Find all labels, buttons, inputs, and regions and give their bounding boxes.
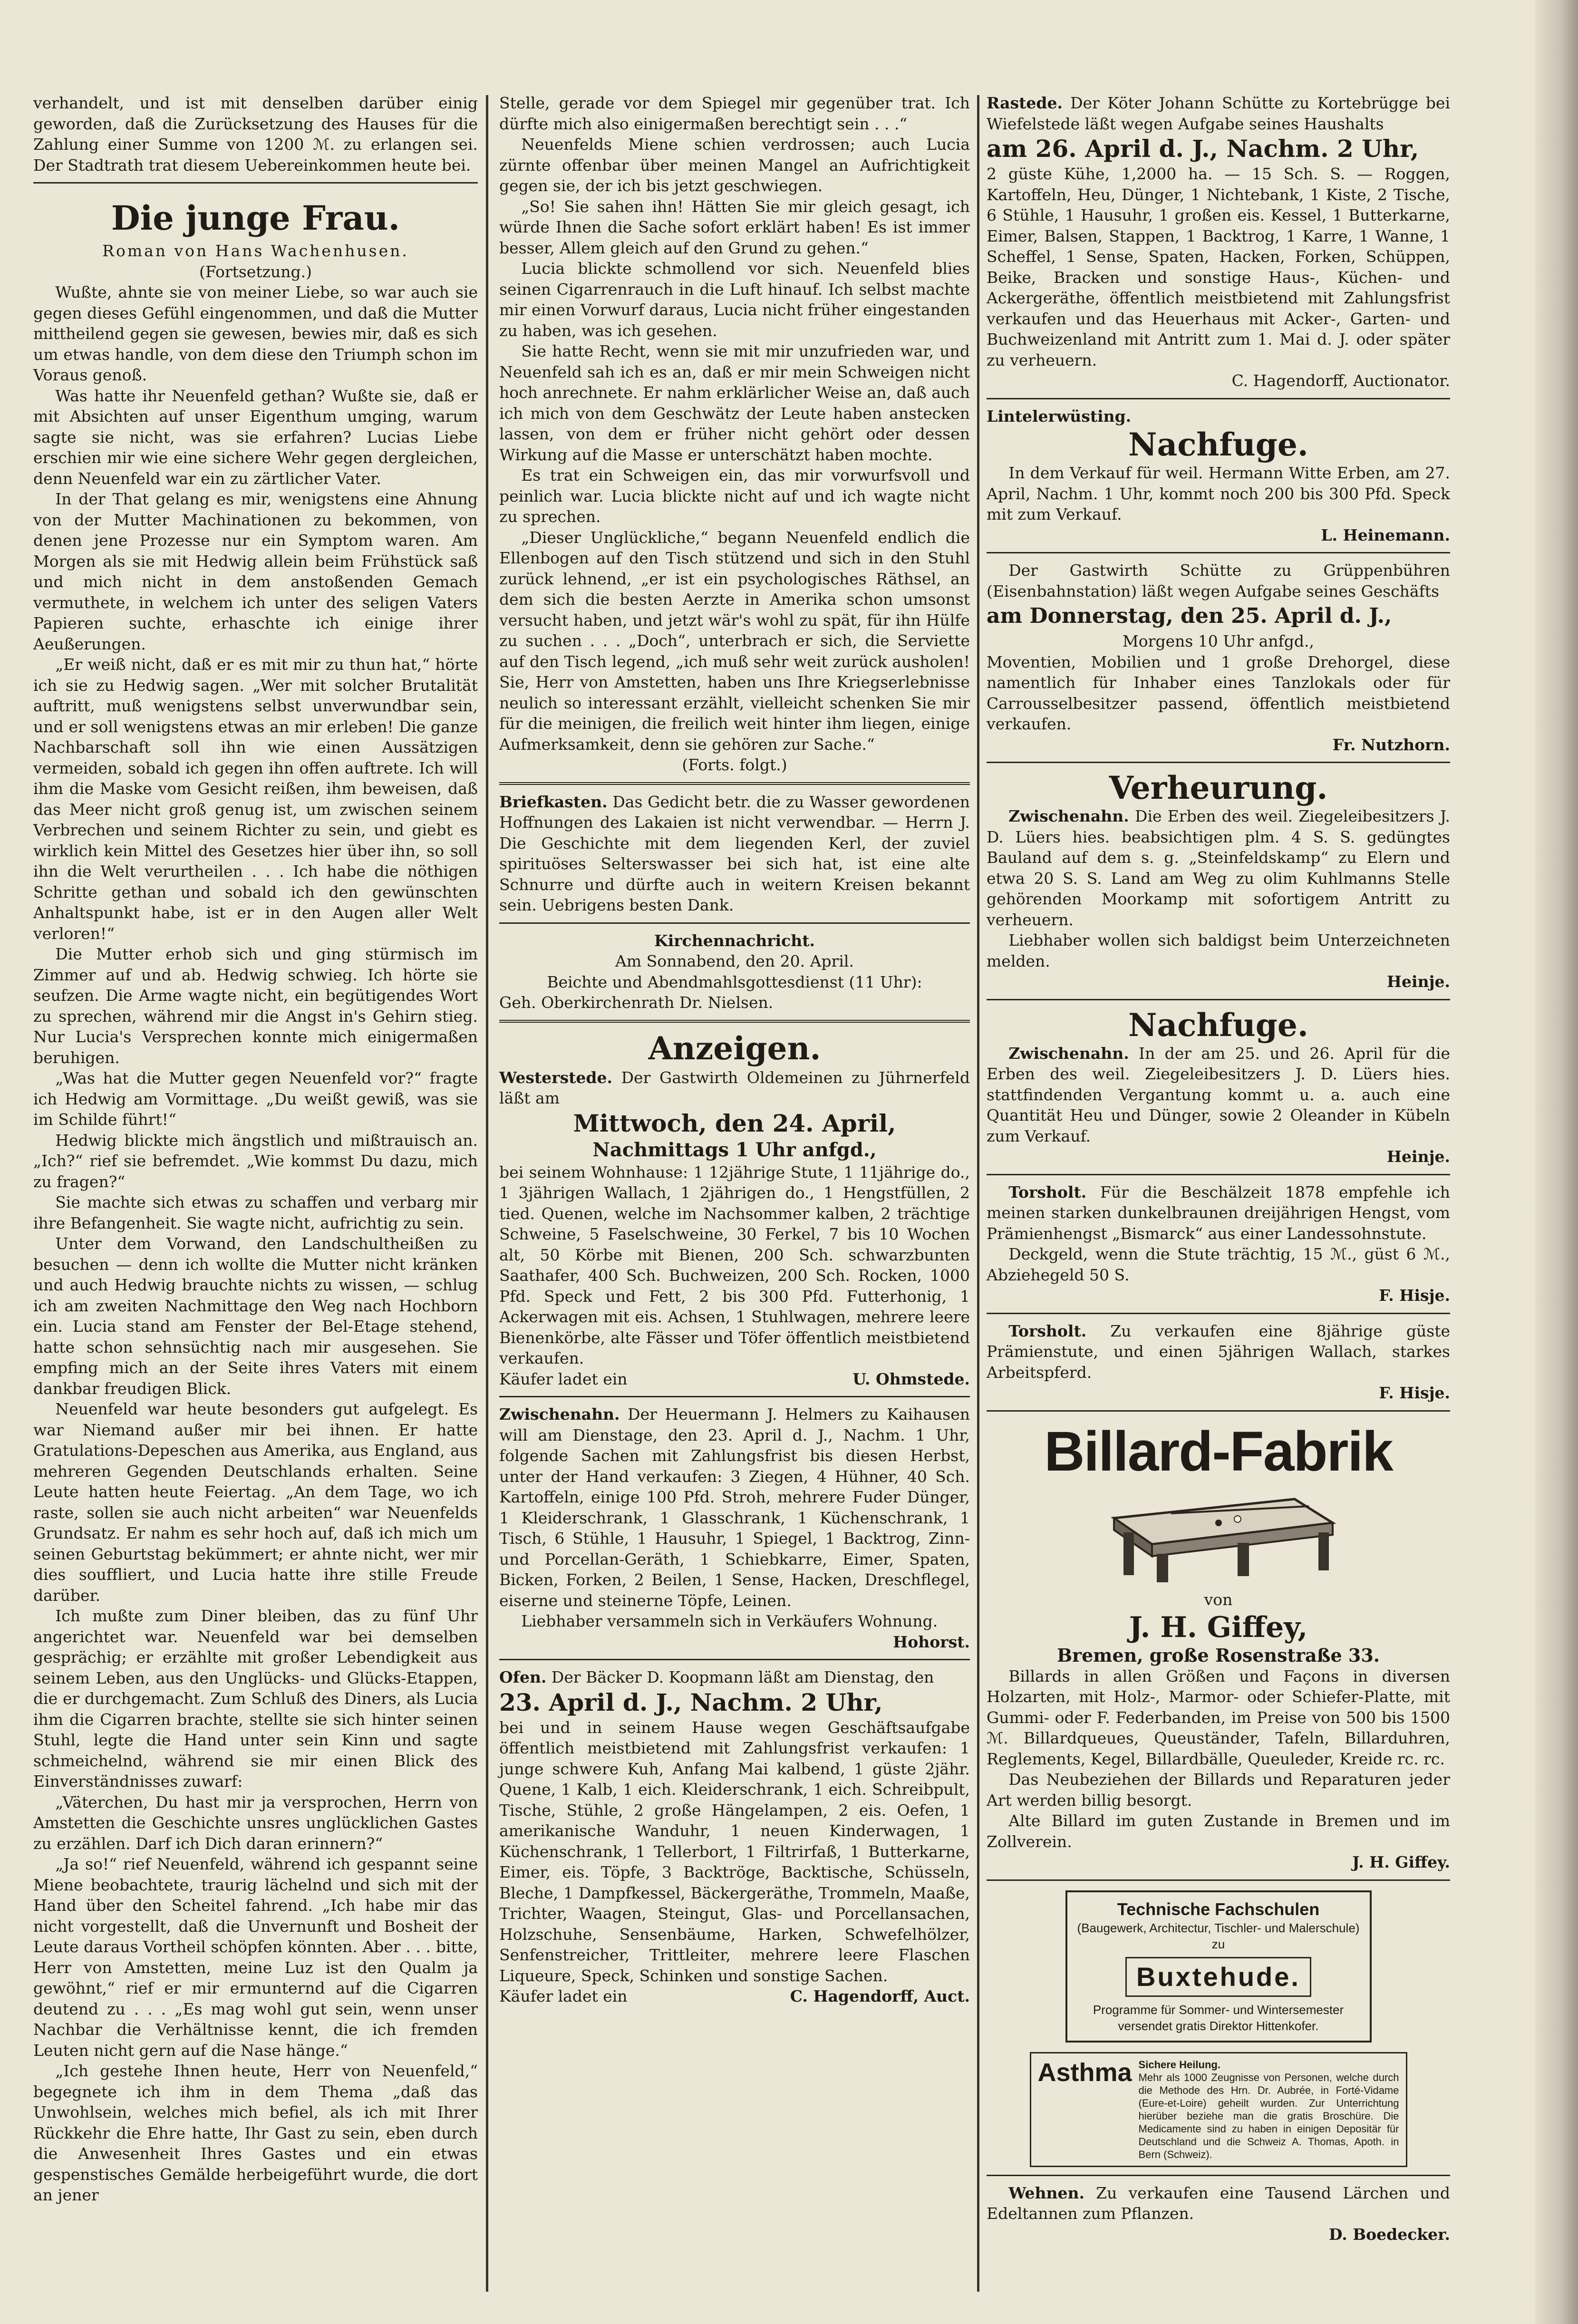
ad-place: Wehnen. (1008, 2183, 1085, 2202)
ad-signature-name: Fr. Nutzhorn. (1332, 735, 1450, 754)
ad-place: Ofen. (499, 1668, 547, 1686)
divider (987, 999, 1450, 1000)
divider (499, 1396, 970, 1397)
novel-paragraph: Neuenfeld war heute besonders gut aufgelegt. Es war Niemand außer mir bei ihnen. Er hatte Gratulations-Depeschen aus Amerika, aus England, aus mehreren Gegenden Deutschlands erhalten. Seine Leute hatten heute Feiertag. „An dem Tage, wo ich raste, sollen sie auch nicht arbeiten“ war Neuenfelds Grundsatz. Er nahm es sehr hoch auf, daß ich mich um seinen Geburtstag bekümmert; er ahnte nicht, wer mir dies souffliert, und Lucia hatte ihre stille Freude darüber. (33, 1400, 478, 1605)
ad-torsholt (987, 1182, 1450, 1244)
column-3 (987, 93, 1450, 2245)
ad-text: bei seinem Wohnhause: 1 12jährige Stute, 1 11jährige do., 1 3jährigen Wallach, 1 2jährigen do., 1 Hengstfüllen, 2 tied. Quenen, welche im Nachsommer kalben, 2 trächtige Schweine, 5 Faselschweine, 30 Ferkel, 7 bis 10 Wochen alt, 50 Körbe mit Bienen, 200 Sch. schwarzbunten Saathafer, 400 Sch. Buchweizen, 200 Sch. Rocken, 1000 Pfd. Speck und Fett, 2 bis 300 Pfd. Futterhonig, 1 Ackerwagen mit eis. Achsen, 1 Stuhlwagen, mehrere leere Bienenkörbe, alte Fässer und Töfer öffentlich meistbietend verkaufen. (499, 1162, 970, 1367)
novel-paragraph: Unter dem Vorwand, den Landschultheißen zu besuchen — denn ich wollte die Mutter nicht kränken und auch Hedwig brauchte nichts zu wissen, — schlug ich am zweiten Nachmittage den Weg nach Hochborn ein. Lucia stand am Fenster der Bel-Etage stehend, hatte schon sehnsüchtig nach mir ausgesehen. Sie empfing mich an der Seite ihres Vaters mit einem dankbar freudigen Blick. (33, 1234, 478, 1398)
asthma-ad (1030, 2052, 1407, 2167)
ad-signature-name: F. Hisje. (1379, 1384, 1450, 1402)
novel-paragraph: Sie machte sich etwas zu schaffen und verbarg mir ihre Befangenheit. Sie wagte nicht, aufrichtig zu sein. (33, 1193, 478, 1232)
ad-text: Der Gastwirth Oldemeinen zu Jührnerfeld läßt am (499, 1068, 970, 1107)
ad-signature-label: Käufer ladet ein (499, 1987, 628, 2005)
divider (987, 1174, 1450, 1175)
divider (987, 1313, 1450, 1314)
ad-text: In dem Verkauf für weil. Hermann Witte Erben, am 27. April, Nachm. 1 Uhr, kommt noch 200 bis 300 Pfd. Speck mit zum Verkauf. (987, 464, 1450, 523)
billard-address: Bremen, große Rosenstraße 33. (1056, 1645, 1380, 1666)
divider (987, 1879, 1450, 1881)
novel-paragraph: „Was hat die Mutter gegen Neuenfeld vor?“ fragte ich Hedwig am Vormittage. „Du weißt gewiß, was sie im Schilde führt!“ (33, 1069, 478, 1129)
ad-signature-name: D. Boedecker. (1328, 2225, 1450, 2244)
novel-paragraph: Hedwig blickte mich ängstlich und mißtrauisch an. „Ich?“ rief sie befremdet. „Wie kommst Du dazu, mich zu fragen?“ (33, 1131, 478, 1191)
tech-heading: Technische Fachschulen (1117, 1899, 1320, 1919)
ad-place: Rastede. (987, 94, 1063, 112)
ad-place: Torsholt. (1008, 1321, 1087, 1340)
billard-title: Billard-Fabrik (1044, 1420, 1393, 1483)
ad-date: am 26. April d. J., Nachm. 2 Uhr, (987, 135, 1419, 163)
novel-paragraph: Wußte, ahnte sie von meiner Liebe, so war auch sie gegen dieses Gefühl eingenommen, und daß die Mutter mittheilend gegen sie gewesen, bewies mir, daß es sich um etwas handle, von dem diese den Triumph schon im Voraus genoß. (33, 283, 478, 384)
asthma-heading: Sichere Heilung. (1138, 2058, 1220, 2071)
divider (499, 1659, 970, 1660)
novel-paragraph: Was hatte ihr Neuenfeld gethan? Wußte sie, daß er mit Absichten auf unser Eigenthum umging, warum sagte sie nicht, was sie erfahren? Lucias Liebe erschien mir wie eine sichere Wehr gegen dergleichen, denn Neuenfeld war ein zu zärtlicher Vater. (33, 386, 478, 488)
ad-signature (499, 1369, 970, 1390)
novel-paragraph: „Ich gestehe Ihnen heute, Herr von Neuenfeld,“ begegnete ich ihm in dem Thema „daß das Unwohlsein, welches mich befiel, als ich mit Ihrer Rückkehr die Ehre hatte, Ihr Gast zu sein, eben durch die Anwesenheit Ihres Gastes und ein etwas gespenstisches Gemälde herbeigeführt wurde, die dort an jener (33, 2062, 478, 2204)
divider (987, 552, 1450, 553)
technical-school-ad (1065, 1890, 1372, 2043)
ad-text: In der am 25. und 26. April für die Erben des weil. Ziegeleibesitzers J. D. Lüers hies. stattfindenden Vergantung kommt u. a. auch eine Quantität Heu und Dünger, sowie 2 Oleander in Kübeln zum Verkauf. (987, 1044, 1450, 1145)
billard-firm: J. H. Giffey, (1129, 1611, 1308, 1644)
ad-verheurung (987, 806, 1450, 930)
asthma-text: Mehr als 1000 Zeugnisse von Personen, welche durch die Methode des Hrn. Dr. Aubrée, in Forté-Vidame (Eure-et-Loire) geheilt wurden. Zur Unterrichtung hierüber beziehe man die gratis Broschüre. Die Medicamente sind zu haben in einigen Depositär für Deutschland und die Schweiz A. Thomas, Apoth. in Bern (Schweiz). (1138, 2071, 1399, 2160)
page-edge-shadow (1535, 0, 1578, 2324)
ad-place: Zwischenahn. (499, 1405, 620, 1423)
church-heading: Kirchennachricht. (654, 931, 815, 950)
ad-place: Westerstede. (499, 1068, 612, 1087)
column-2 (499, 93, 970, 2007)
billiard-table-illustration (1095, 1490, 1342, 1585)
ad-heading: Verheurung. (1109, 769, 1328, 806)
ad-text: Zu verkaufen eine Tausend Lärchen und Edeltannen zum Pflanzen. (987, 2183, 1450, 2223)
ad-signature-name: U. Ohmstede. (852, 1369, 970, 1388)
billard-text: Billards in allen Größen und Façons in diversen Holzarten, mit Holz-, Marmor- oder Schiefer-Platte, mit Gummi- oder F. Federbanden, im Preise von 500 bis 1500 ℳ. Billardqueues, Queuständer, Tafeln, Billarduhren, Reglements, Kegel, Billardbälle, Queuleder, Kreide rc. rc. (987, 1666, 1450, 1768)
novel-paragraph: Es trat ein Schweigen ein, das mir vorwurfsvoll und peinlich war. Lucia blickte nicht auf und ich wagte nicht zu sprechen. (499, 466, 970, 526)
novel-paragraph: Ich mußte zum Diner bleiben, das zu fünf Uhr angerichtet war. Neuenfeld war bei demselben gesprächig; er erzählte mit großer Lebendigkeit aus seinem Leben, aus den Unglücks- und Glücks-Etappen, die er durchgemacht. Zum Schluß des Diners, als Lucia ihm die Cigarren brachte, stellte sie sich hinter seinen Stuhl, legte die Hand unter sein Kinn und sagte schmeichelnd, während sie mir einen Blick des Einverständnisses zuwarf: (33, 1607, 478, 1791)
ad-wehnen (987, 2183, 1450, 2224)
column-1 (33, 93, 478, 2206)
ad-text: Der Bäcker D. Koopmann läßt am Dienstag, den (551, 1668, 934, 1686)
divider (499, 782, 970, 785)
divider (987, 762, 1450, 763)
novel-paragraph: „Er weiß nicht, daß er es mit mir zu thun hat,“ hörte ich sie zu Hedwig sagen. „Wer mit solcher Brutalität auftritt, muß wenigstens selbst unverwundbar sein, und er soll wenigstens etwas an mir erleben! Die ganze Nachbarschaft soll ihn wie einen Aussätzigen vermeiden, sobald ich gegen ihn offen auftrete. Ich will ihm die Maske vom Gesicht reißen, ihm beweisen, daß das Meer nicht groß genug ist, um zwischen seinem Verbrechen und seinem Richter zu sein, und giebt es wirklich kein Mittel des Gesetzes hier über ihn, so soll ihn die Welt verurtheilen . . . Ich habe die nöthigen Schritte gethan und sobald ich den gewünschten Anhaltspunkt habe, ist er in den Augen aller Welt verloren!“ (33, 655, 478, 943)
ad-time: Nachmittags 1 Uhr anfgd., (592, 1138, 877, 1161)
ad-place: Lintelerwüsting. (987, 407, 1132, 426)
ad-place: Zwischenahn. (1008, 1044, 1129, 1063)
ad-place: Torsholt. (1008, 1182, 1087, 1201)
ad-place: Zwischenahn. (1008, 807, 1129, 825)
ad-time: Morgens 10 Uhr anfgd., (1123, 632, 1314, 650)
divider (499, 922, 970, 924)
novel-paragraph: „Väterchen, Du hast mir ja versprochen, Herrn von Amstetten die Geschichte unsres unglücklichen Gastes zu erzählen. Darf ich Dich daran erinnern?“ (33, 1792, 478, 1853)
ad-signature-label: Käufer ladet ein (499, 1369, 628, 1388)
novel-paragraph: „Ja so!“ rief Neuenfeld, während ich gespannt seine Miene beobachtete, traurig lächelnd und sich mit der Hand über den Scheitel fahrend. „Ich habe mir das nicht vorgestellt, daß die Unvernunft und Bosheit der Leute daraus Vortheil schöpfen könnten. Aber . . . bitte, Herr von Amstetten, meine Luz ist den Qualm ja gewöhnt,“ rief er mir ermunternd auf die Cigarren deutend zu . . . „Es mag wohl gut sein, wenn unser Nachbar die Verhältnisse kennt, die ich fremden Leuten nicht gern auf die Nase hänge.“ (33, 1855, 478, 2060)
divider (987, 398, 1450, 399)
novel-paragraph: Die Mutter erhob sich und ging stürmisch im Zimmer auf und ab. Hedwig schwieg. Ich hörte sie seufzen. Die Arme wagte nicht, ein begütigendes Wort zu sprechen, während mir die Angst in's Gehirn stieg. Nur Lucia's Versprechen konnte mich einigermaßen beruhigen. (33, 945, 478, 1067)
ad-date: Mittwoch, den 24. April, (573, 1109, 896, 1137)
asthma-word: Asthma (1037, 2058, 1132, 2087)
novel-paragraph: „Dieser Unglückliche,“ begann Neuenfeld endlich die Ellenbogen auf den Tisch stützend und sich in den Stuhl zurück lehnend, „er ist ein psychologisches Räthsel, an dem sich die besten Aerzte in Amerika schon umsonst versucht haben, und jetzt wär's wohl zu spät, für ihn Hülfe zu suchen . . . „Doch“, unterbrach er sich, die Serviette auf den Tisch legend, „ich muß sehr weit zurück ausholen! Sie, Herr von Amstetten, haben uns Ihre Kriegserlebnisse neulich so interessant erzählt, vielleicht schenken Sie mir für die meinigen, die freilich weit hinter ihm liegen, einige Aufmerksamkeit, denn sie gehören zur Sache.“ (499, 528, 970, 754)
ad-date: 23. April d. J., Nachm. 2 Uhr, (499, 1688, 883, 1716)
novel-paragraph: Neuenfelds Miene schien verdrossen; auch Lucia zürnte offenbar über meinen Mangel an Aufrichtigkeit gegen sie, der ich bis jetzt geschwiegen. (499, 135, 970, 195)
ad-note: Liebhaber wollen sich baldigst beim Unterzeichneten melden. (987, 931, 1450, 970)
ad-signature-name: Hohorst. (893, 1632, 970, 1651)
ad-text: Der Heuermann J. Helmers zu Kaihausen will am Dienstage, den 23. April d. J., Nachm. 1 Uhr, folgende Sachen mit Zahlungsfrist bis diesen Herbst, unter der Hand verkaufen: 3 Ziegen, 4 Hühner, 40 Sch. Kartoffeln, einige 100 Pfd. Stroh, mehrere Fuder Dünger, 1 Kleiderschrank, 1 Glasschrank, 1 Küchenschrank, 1 Tisch, 6 Stühle, 1 Hausuhr, 1 Spiegel, 1 Backtrog, Zinn- und Porcellan-Geräth, 1 Schiebkarre, Eimer, Spaten, Bicken, Forken, 2 Beilen, 1 Sense, Hacken, Dreschflegel, eiserne und steinerne Töpfe, Leinen. (499, 1405, 970, 1610)
ad-note: Liebhaber versammeln sich in Verkäufers Wohnung. (521, 1612, 938, 1630)
tech-subheading: (Baugewerk, Architectur, Tischler- und Malerschule) zu (1077, 1920, 1360, 1951)
ad-heading: Nachfuge. (1128, 426, 1308, 463)
ad-text: Der Gastwirth Schütte zu Grüppenbühren (Eisenbahnstation) läßt wegen Aufgabe seines Geschäfts (987, 561, 1450, 600)
tech-programme: Programme für Sommer- und Wintersemester versendet gratis Direktor Hittenkofer. (1093, 2002, 1344, 2033)
ad-zwischenahn (499, 1404, 970, 1611)
ad-nachfuge (987, 1043, 1450, 1147)
divider (987, 1410, 1450, 1412)
ad-rastede (987, 93, 1450, 134)
ad-text: Moventien, Mobilien und 1 große Drehorgel, diese namentlich für Inhaber eines Tanzlokals oder für Carrousselbesitzer passend, öffentlich meistbietend verkaufen. (987, 652, 1450, 733)
ad-text: bei und in seinem Hause wegen Geschäftsaufgabe öffentlich meistbietend mit Zahlungsfrist verkaufen: 1 junge schwere Kuh, Anfang Mai kalbend, 1 güste 2jähr. Quene, 1 Kalb, 1 eich. Kleiderschrank, 1 eich. Schreibpult, Tische, Stühle, 2 große Hängelampen, 2 eis. Oefen, 1 amerikanische Wanduhr, 1 neuen Kinderwagen, 1 Küchenschrank, 1 Tellerbort, 1 Filtrirfaß, 1 Butterkarne, Eimer, eis. Töpfe, 3 Backtröge, Backtische, Schüsseln, Bleche, 1 Dampfkessel, Bäckergeräthe, Trommeln, Maaße, Trichter, Waagen, Steingut, Glas- und Porcellansachen, Holzschuhe, Sensenbäume, Harken, Schwefelhölzer, Senfenstreicher, Trittleiter, mehrere leere Flaschen Liqueure, Speck, Schinken und sonstige Sachen. (499, 1718, 970, 1985)
column-rule (486, 95, 488, 2292)
ad-signature-name: F. Hisje. (1379, 1286, 1450, 1305)
ad-signature-name: C. Hagendorff, Auctionator. (1231, 371, 1450, 390)
ad-text: Die Erben des weil. Ziegeleibesitzers J. D. Lüers hies. beabsichtigen plm. 4 S. S. gedüngtes Bauland auf dem s. g. „Steinfeldskamp“ zu Elern und etwa 20 S. S. Land am Weg zu olim Kuhlmanns Stelle gehörenden Moorkamp mit sofortigem Antritt zu verheuern. (987, 807, 1450, 929)
novel-title: Die junge Frau. (111, 198, 400, 238)
church-line: Am Sonnabend, den 20. April. (615, 952, 854, 970)
divider (499, 1020, 970, 1023)
briefkasten-section (499, 792, 970, 916)
news-closing-paragraph: verhandelt, und ist mit denselben darüber einig geworden, daß die Zurücksetzung des Hauses für die Zahlung einer Summe von 1200 ℳ. zu erlangen sei. Der Stadtrath trat diesem Uebereinkommen heute bei. (33, 94, 478, 174)
ad-date: am Donnerstag, den 25. April d. J., (987, 604, 1392, 628)
ad-text: Der Köter Johann Schütte zu Kortebrügge bei Wiefelstede läßt wegen Aufgabe seines Haushalts (987, 94, 1450, 133)
novel-paragraph: Lucia blickte schmollend vor sich. Neuenfeld blies seinen Cigarrenrauch in die Luft hinauf. Ich selbst machte mir einen Vorwurf daraus, Lucia nicht früher eingestanden zu haben, was ich gesehen. (499, 259, 970, 340)
ads-heading: Anzeigen. (648, 1029, 821, 1067)
ad-signature-name: Heinje. (1386, 972, 1450, 991)
ad-text: Zu verkaufen eine 8jährige güste Prämienstute, und einen 5jährigen Wallach, starkes Arbeitspferd. (987, 1321, 1450, 1382)
ad-text: 2 güste Kühe, 1,2000 ha. — 15 Sch. S. — Roggen, Kartoffeln, Heu, Dünger, 1 Nichtebank, 1 Kiste, 2 Tische, 6 Stühle, 1 Hausuhr, 1 großen eis. Kessel, 1 Butterkarne, Eimer, Balsen, Stappen, 1 Backtrog, 1 Karre, 1 Wanne, 1 Scheffel, 1 Sense, Spaten, Hacken, Forken, Schüppen, Beike, Bracken und sonstige Haus-, Küchen- und Ackergeräthe, öffentlich meistbietend mit Zahlungsfrist verkaufen und das Heuerhaus mit Acker-, Garten- und Buchweizenland mit Antritt zum 1. Mai d. J. oder später zu verheuern. (987, 165, 1450, 369)
continuation-note: (Forts. folgt.) (682, 755, 787, 774)
billard-text: Das Neubeziehen der Billards und Reparaturen jeder Art werden billig besorgt. (987, 1770, 1450, 1810)
briefkasten-heading: Briefkasten. (499, 792, 608, 811)
novel-paragraph: Sie hatte Recht, wenn sie mit mir unzufrieden war, und Neuenfeld sah ich es an, daß er mir mein Schweigen nicht hoch anrechnete. Er nahm erklärlicher Weise an, daß auch ich mich von dem Geschwätz der Leute haben anstecken lassen, von dem er früher nicht gehört oder dessen Wirkung auf die Masse er unterschätzt haben mochte. (499, 342, 970, 464)
divider (33, 182, 478, 184)
novel-continuation: (Fortsetzung.) (199, 262, 312, 281)
tech-city: Buxtehude. (1125, 1957, 1311, 1997)
ad-heading: Nachfuge. (1128, 1006, 1308, 1044)
ad-signature-name: Heinje. (1386, 1147, 1450, 1166)
ad-ofen (499, 1667, 970, 1688)
briefkasten-text: Das Gedicht betr. die zu Wasser gewordenen Hoffnungen des Lakaien ist nicht verwendbar. — Herrn J. Die Geschichte mit dem liegenden Kerl, der zuviel spirituöses Selterswasser bei sich hat, ist eine alte Schnurre und dürfte auch in weitern Kreisen bekannt sein. Uebrigens besten Dank. (499, 792, 970, 914)
church-line: Beichte und Abendmahlsgottesdienst (11 Uhr): (547, 972, 922, 991)
ad-signature-name: L. Heinemann. (1321, 525, 1450, 544)
billard-von: von (1204, 1590, 1233, 1609)
novel-paragraph: In der That gelang es mir, wenigstens eine Ahnung von der Mutter Machinationen zu bekommen, von denen jene Prozesse nur ein Symptom waren. Am Morgen als sie mit Hedwig allein beim Frühstück saß und mich nicht in dem anstoßenden Gemach vermuthete, in welchem ich unter des seligen Vaters Papieren suchte, erhaschte ich einige ihrer Aeußerungen. (33, 490, 478, 653)
novel-paragraph: „So! Sie sahen ihn! Hätten Sie mir gleich gesagt, ich würde Ihnen die Sache sofort erklärt haben! Es ist immer besser, Allem gleich auf den Grund zu gehen.“ (499, 197, 970, 257)
ad-text: Für die Beschälzeit 1878 empfehle ich meinen starken dunkelbraunen dreijährigen Hengst, vom Prämienhengst „Bismarck“ aus einer Landessohnstute. (987, 1182, 1450, 1243)
billard-signature: J. H. Giffey. (1352, 1853, 1450, 1871)
novel-byline: Roman von Hans Wachenhusen. (102, 242, 409, 260)
ad-westerstede (499, 1067, 970, 1109)
divider (987, 2175, 1450, 2176)
ad-text: Deckgeld, wenn die Stute trächtig, 15 ℳ., güst 6 ℳ., Abziehegeld 50 S. (987, 1245, 1450, 1284)
ad-torsholt-2 (987, 1321, 1450, 1383)
novel-paragraph: Stelle, gerade vor dem Spiegel mir gegenüber trat. Ich dürfte mich also einigermaßen berechtigt sein . . .“ (499, 94, 970, 133)
billard-text: Alte Billard im guten Zustande in Bremen und im Zollverein. (987, 1811, 1450, 1851)
ad-signature (499, 1986, 970, 2007)
church-line: Geh. Oberkirchenrath Dr. Nielsen. (499, 993, 774, 1012)
column-rule (977, 95, 979, 2292)
ad-signature-name: C. Hagendorff, Auct. (790, 1987, 970, 2005)
